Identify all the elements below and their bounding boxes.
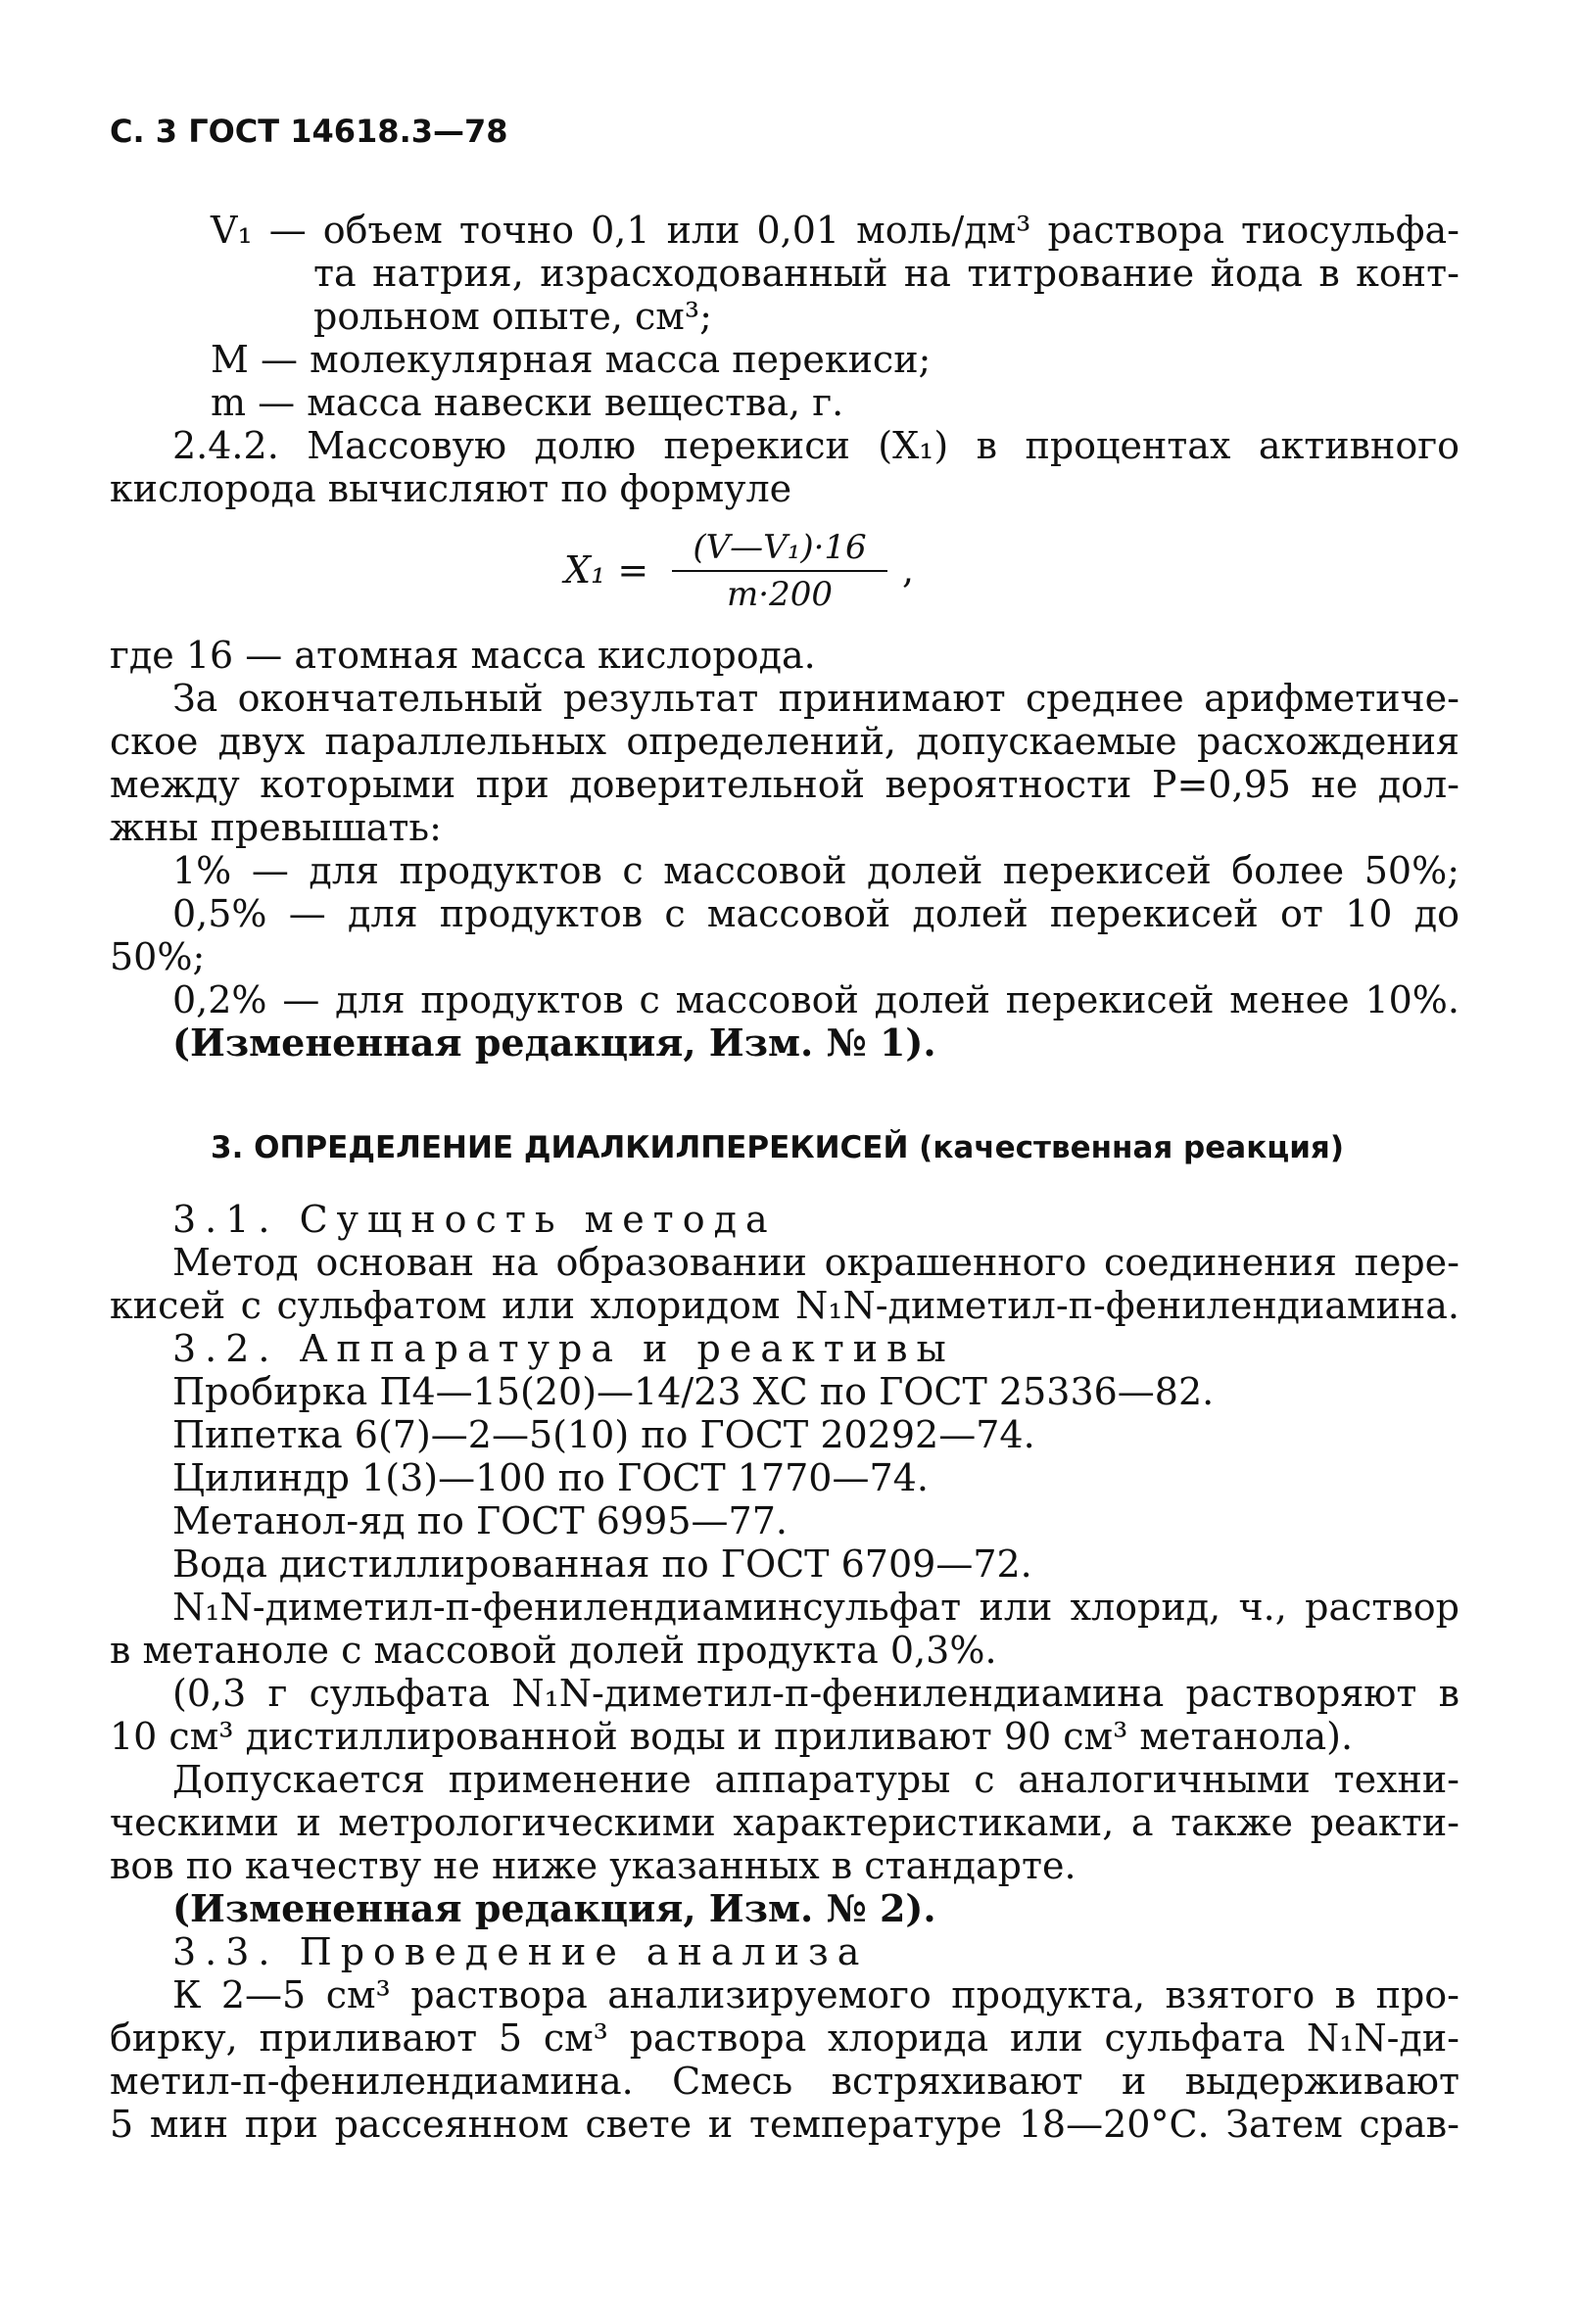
equivalent-apparatus-note-cont: вов по качеству не ниже указанных в стандарте. xyxy=(110,1844,1077,1887)
definition-m: m — масса навески вещества, г. xyxy=(211,381,844,424)
method-description-cont: кисей с сульфатом или хлоридом N₁N-диметил-п-фенилендиамина. xyxy=(110,1284,1459,1327)
tolerance-2-cont: 50%; xyxy=(110,935,206,978)
equivalent-apparatus-note-cont: ческими и метрологическими характеристиками, а также реакти- xyxy=(110,1801,1459,1844)
reagent-item: Цилиндр 1(3)—100 по ГОСТ 1770—74. xyxy=(172,1456,929,1499)
where-16: где 16 — атомная масса кислорода. xyxy=(110,634,816,677)
subsection-3-3-title: 3.3. Проведение анализа xyxy=(172,1930,869,1973)
final-result-cont: жны превышать: xyxy=(110,806,442,849)
fraction-bar xyxy=(672,570,887,572)
subsection-3-2-title: 3.2. Аппаратура и реактивы xyxy=(172,1327,955,1370)
definition-v1-cont: та натрия, израсходованный на титрование йода в конт- xyxy=(313,252,1459,295)
subsection-3-1-title: 3.1. Сущность метода xyxy=(172,1198,777,1241)
formula-comma: , xyxy=(902,548,915,592)
section-3-heading: 3. ОПРЕДЕЛЕНИЕ ДИАЛКИЛПЕРЕКИСЕЙ (качественная реакция) xyxy=(211,1130,1345,1165)
formula-numerator: (V—V₁)·16 xyxy=(693,528,867,567)
method-description: Метод основан на образовании окрашенного соединения пере- xyxy=(172,1241,1459,1284)
final-result-paragraph: За окончательный результат принимают среднее арифметиче- xyxy=(172,677,1459,720)
analysis-procedure-cont: метил-п-фенилендиамина. Смесь встряхивают и выдерживают xyxy=(110,2060,1459,2103)
change-note-1: (Измененная редакция, Изм. № 1). xyxy=(172,1020,936,1065)
equivalent-apparatus-note: Допускается применение аппаратуры с аналогичными техни- xyxy=(172,1758,1459,1801)
reagent-item-cont: в метаноле с массовой долей продукта 0,3%. xyxy=(110,1629,997,1672)
reagent-item: Пипетка 6(7)—2—5(10) по ГОСТ 20292—74. xyxy=(172,1413,1035,1456)
paragraph-2-4-2-cont: кислорода вычисляют по формуле xyxy=(110,467,792,510)
analysis-procedure: К 2—5 см³ раствора анализируемого продукта, взятого в про- xyxy=(172,1973,1459,2016)
reagent-item: Вода дистиллированная по ГОСТ 6709—72. xyxy=(172,1542,1032,1586)
final-result-cont: между которыми при доверительной вероятности P=0,95 не дол- xyxy=(110,763,1459,806)
page-header: С. 3 ГОСТ 14618.3—78 xyxy=(110,113,508,150)
definition-M: M — молекулярная масса перекиси; xyxy=(211,338,932,381)
reagent-item: N₁N-диметил-п-фенилендиаминсульфат или хлорид, ч., раствор xyxy=(172,1586,1459,1629)
definition-v1-cont: рольном опыте, см³; xyxy=(313,295,712,338)
formula-lhs: X₁ = xyxy=(564,548,649,592)
preparation-note: (0,3 г сульфата N₁N-диметил-п-фенилендиамина растворяют в xyxy=(172,1672,1459,1715)
formula-denominator: m·200 xyxy=(727,575,833,614)
tolerance-3: 0,2% — для продуктов с массовой долей перекисей менее 10%. xyxy=(172,978,1459,1021)
analysis-procedure-cont: 5 мин при рассеянном свете и температуре 18—20°С. Затем срав- xyxy=(110,2103,1459,2146)
paragraph-2-4-2: 2.4.2. Массовую долю перекиси (X₁) в процентах активного xyxy=(172,424,1459,467)
formula-x1 xyxy=(564,527,976,615)
preparation-note-cont: 10 см³ дистиллированной воды и приливают 90 см³ метанола). xyxy=(110,1715,1354,1758)
formula-fraction xyxy=(672,527,887,615)
definition-v1: V₁ — объем точно 0,1 или 0,01 моль/дм³ раствора тиосульфа- xyxy=(211,209,1459,252)
tolerance-2: 0,5% — для продуктов с массовой долей перекисей от 10 до xyxy=(172,892,1459,935)
change-note-2: (Измененная редакция, Изм. № 2). xyxy=(172,1886,936,1930)
final-result-cont: ское двух параллельных определений, допускаемые расхождения xyxy=(110,720,1459,763)
reagent-item: Пробирка П4—15(20)—14/23 ХС по ГОСТ 25336—82. xyxy=(172,1370,1215,1413)
tolerance-1: 1% — для продуктов с массовой долей перекисей более 50%; xyxy=(172,849,1459,892)
analysis-procedure-cont: бирку, приливают 5 см³ раствора хлорида или сульфата N₁N-ди- xyxy=(110,2016,1459,2060)
reagent-item: Метанол-яд по ГОСТ 6995—77. xyxy=(172,1499,788,1542)
